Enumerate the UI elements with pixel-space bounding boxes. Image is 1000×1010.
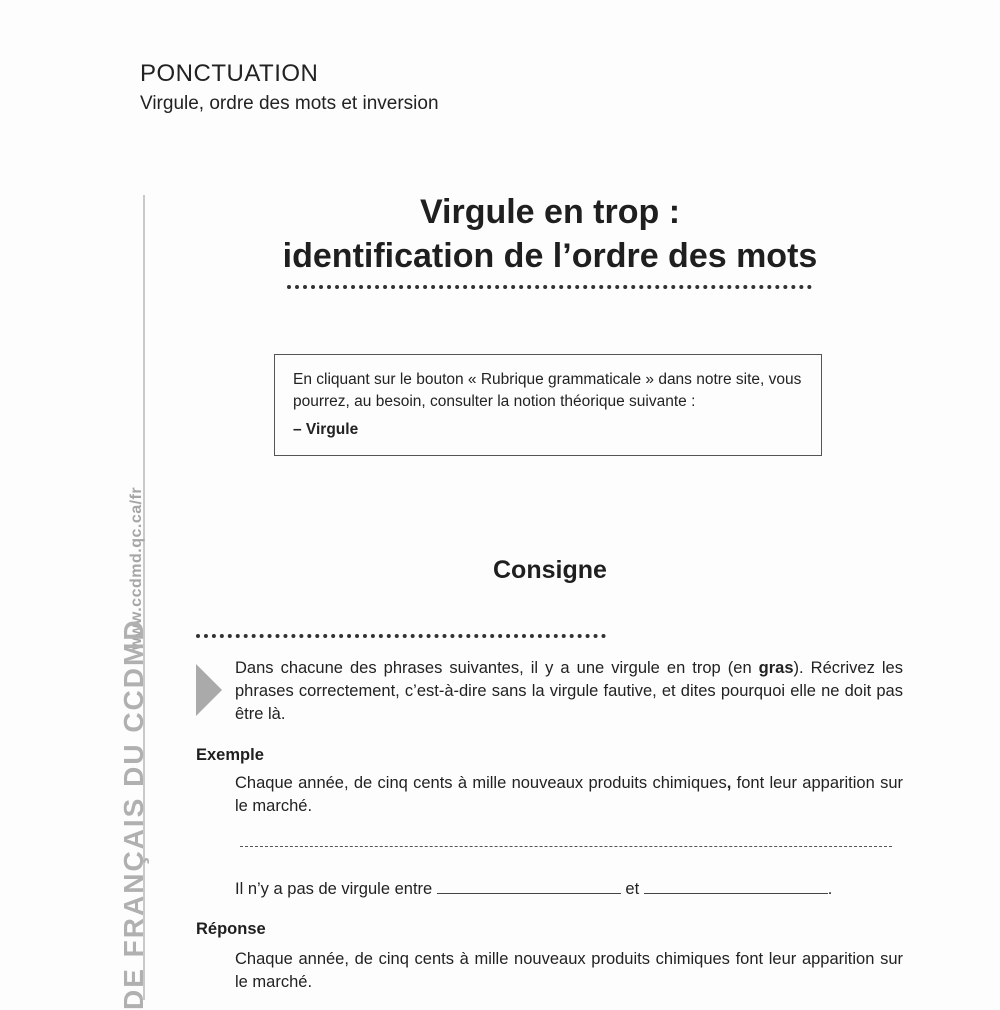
- section-title: PONCTUATION: [140, 60, 319, 87]
- exemple-sentence-part2: font leur apparition sur le marché.: [235, 774, 903, 815]
- fill-sentence: [235, 879, 832, 899]
- blank-field-1[interactable]: [437, 879, 621, 894]
- info-box-text: En cliquant sur le bouton « Rubrique grammaticale » dans notre site, vous pourrez, au besoin, consulter la notion théorique suivante :: [293, 371, 802, 410]
- reponse-label: Réponse: [196, 920, 266, 938]
- exemple-label: Exemple: [196, 746, 264, 764]
- vertical-url: www.ccdmd.qc.ca/fr: [128, 486, 145, 650]
- instruction-part1: Dans chacune des phrases suivantes, il y a une virgule en trop (en: [235, 659, 759, 677]
- title-dotted-rule: [287, 285, 812, 289]
- instruction-part2: ). Récrivez les phrases correctement, c’est-à-dire sans la virgule fautive, et dites pourquoi elle ne doit pas être là.: [235, 659, 903, 723]
- fill-suffix: .: [827, 880, 833, 898]
- exemple-sentence-part1: Chaque année, de cinq cents à mille nouveaux produits chimiques: [235, 774, 727, 792]
- fill-prefix: Il n’y a pas de virgule entre: [235, 880, 433, 898]
- page-title-line2: identification de l’ordre des mots: [282, 237, 818, 275]
- fill-middle: et: [625, 880, 640, 898]
- info-box: [274, 354, 822, 456]
- page-title-line1: Virgule en trop :: [419, 193, 681, 231]
- consigne-instruction: [235, 657, 903, 726]
- blank-field-2[interactable]: [644, 879, 828, 894]
- arrow-right-icon: [196, 664, 222, 716]
- answer-line[interactable]: [240, 846, 892, 847]
- exemple-sentence: [235, 772, 903, 818]
- section-subtitle: Virgule, ordre des mots et inversion: [140, 93, 439, 114]
- info-box-item: – Virgule: [293, 421, 359, 438]
- exemple-sentence-comma: ,: [726, 774, 732, 792]
- consigne-heading: Consigne: [493, 556, 607, 584]
- consigne-dotted-rule: [196, 634, 606, 638]
- reponse-text: Chaque année, de cinq cents à mille nouveaux produits chimiques font leur apparition sur le marché.: [235, 950, 903, 991]
- page-title: [250, 190, 850, 278]
- vertical-brand: DE FRANÇAIS DU CCDMD: [118, 618, 149, 1010]
- instruction-bold: gras: [758, 659, 794, 677]
